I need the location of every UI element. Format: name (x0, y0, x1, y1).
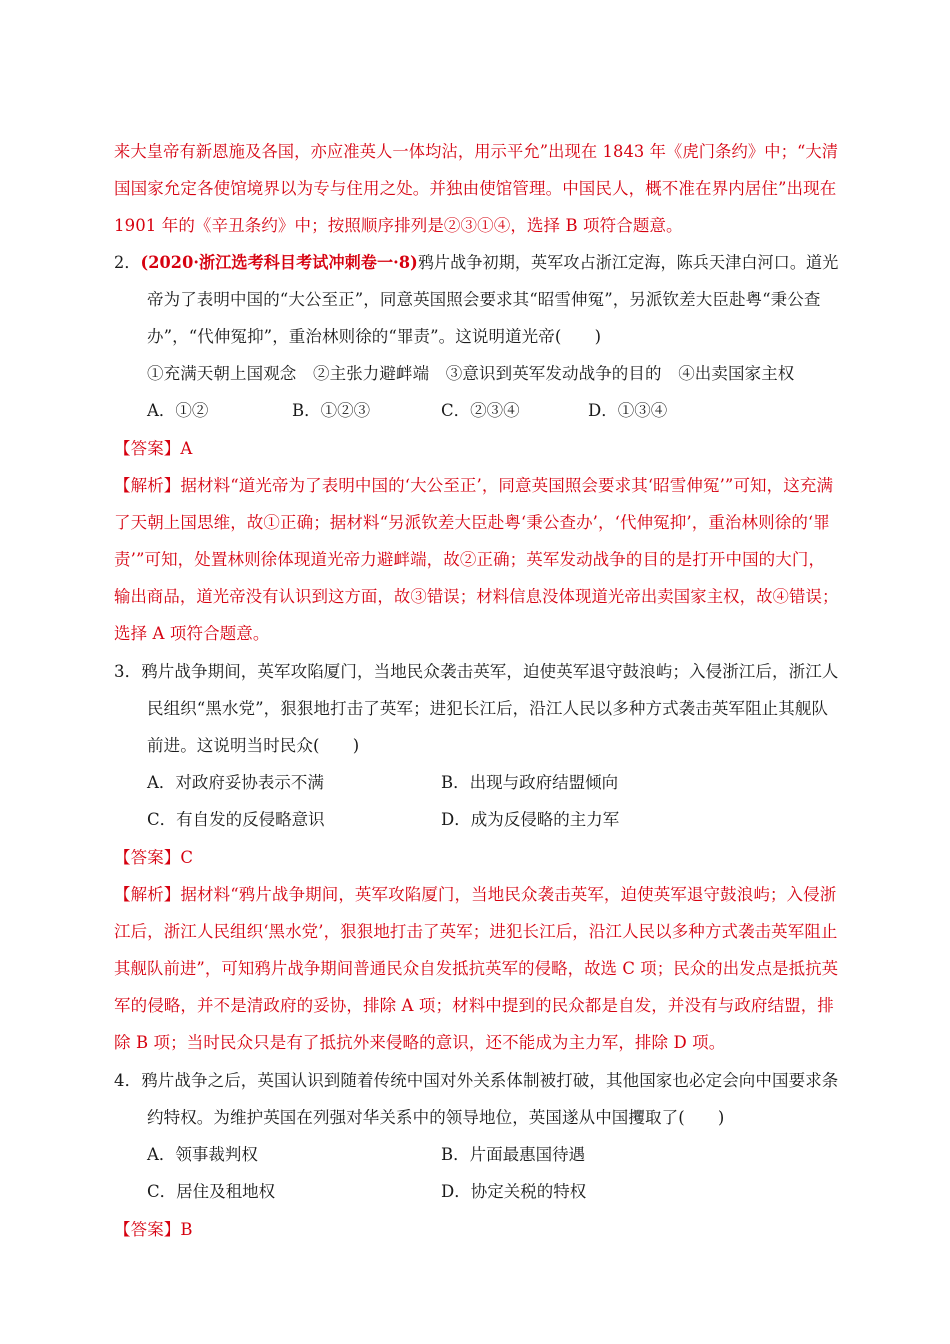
question-2-option-c: C．②③④ (441, 401, 520, 420)
question-2-stem-line: 帝为了表明中国的“大公至正”，同意英国照会要求其“昭雪伸冤”，另派钦差大臣赴粤“秉公查 (147, 290, 821, 309)
question-3-explanation-line: 其舰队前进”，可知鸦片战争期间普通民众自发抵抗英军的侵略，故选 C 项；民众的出发点是抵抗英 (114, 959, 839, 978)
question-4-option-a: A．领事裁判权 (147, 1145, 258, 1164)
question-3-option-b: B．出现与政府结盟倾向 (441, 773, 619, 792)
question-3-explanation-line: 军的侵略，并不是清政府的妥协，排除 A 项；材料中提到的民众都是自发，并没有与政府结盟，排 (114, 996, 834, 1015)
question-2-explanation-line: 责’”可知，处置林则徐体现道光帝力避衅端，故②正确；英军发动战争的目的是打开中国的大门， (114, 550, 826, 569)
question-4-option-b: B．片面最惠国待遇 (441, 1145, 586, 1164)
question-3-explanation-line: 除 B 项；当时民众只是有了抵抗外来侵略的意识，还不能成为主力军，排除 D 项。 (114, 1033, 726, 1052)
question-3-explanation-line: 江后，浙江人民组织‘黑水党’，狠狠地打击了英军；进犯长江后，沿江人民以多种方式袭击英军阻止 (114, 922, 838, 941)
question-3-answer: 【答案】C (114, 848, 194, 867)
question-4-option-c: C．居住及租地权 (147, 1182, 276, 1201)
question-3-stem-line: 3．鸦片战争期间，英军攻陷厦门，当地民众袭击英军，迫使英军退守鼓浪屿；入侵浙江后，浙江人 (114, 662, 839, 681)
question-3-stem-line: 民组织“黑水党”，狠狠地打击了英军；进犯长江后，沿江人民以多种方式袭击英军阻止其舰队 (147, 699, 829, 718)
question-3-option-d: D．成为反侵略的主力军 (441, 810, 620, 829)
question-2-explanation-line: 【解析】据材料“道光帝为了表明中国的‘大公至正’，同意英国照会要求其‘昭雪伸冤’”可知，这充满 (114, 476, 834, 495)
question-2-statements: ①充满天朝上国观念 ②主张力避衅端 ③意识到英军发动战争的目的 ④出卖国家主权 (147, 364, 795, 383)
question-2-explanation-line: 了天朝上国思维，故①正确；据材料“另派钦差大臣赴粤‘秉公查办’，‘代伸冤抑’，重治林则徐的‘罪 (114, 513, 830, 532)
prev-explanation-line: 国国家允定各使馆境界以为专与住用之处。并独由使馆管理。中国民人，概不准在界内居住”出现在 (114, 179, 837, 198)
question-3-option-a: A．对政府妥协表示不满 (147, 773, 324, 792)
question-3-option-c: C．有自发的反侵略意识 (147, 810, 325, 829)
question-4-stem-line: 4．鸦片战争之后，英国认识到随着传统中国对外关系体制被打破，其他国家也必定会向中国要求条 (114, 1071, 839, 1090)
question-4-answer: 【答案】B (114, 1220, 193, 1239)
question-3-explanation-line: 【解析】据材料“鸦片战争期间，英军攻陷厦门，当地民众袭击英军，迫使英军退守鼓浪屿；入侵浙 (114, 885, 837, 904)
prev-explanation-line: 1901 年的《辛丑条约》中；按照顺序排列是②③①④，选择 B 项符合题意。 (114, 216, 683, 235)
question-2-answer: 【答案】A (114, 439, 193, 458)
question-2-option-a: A．①② (147, 401, 209, 420)
question-4-stem-line: 约特权。为维护英国在列强对华关系中的领导地位，英国遂从中国攫取了( ) (147, 1108, 725, 1127)
question-2-option-b: B．①②③ (292, 401, 371, 420)
question-2-explanation-line: 输出商品，道光帝没有认识到这方面，故③错误；材料信息没体现道光帝出卖国家主权，故④错误； (114, 587, 839, 606)
question-2-explanation-line: 选择 A 项符合题意。 (114, 624, 270, 643)
question-4-option-d: D．协定关税的特权 (441, 1182, 587, 1201)
question-3-stem-line: 前进。这说明当时民众( ) (147, 736, 360, 755)
question-2-stem-line: 办”，“代伸冤抑”，重治林则徐的“罪责”。这说明道光帝( ) (147, 327, 602, 346)
question-2-first-line (114, 253, 838, 273)
question-2-option-d: D．①③④ (588, 401, 668, 420)
question-2-source: (2020·浙江选考科目考试冲刺卷一·8) (140, 253, 418, 272)
prev-explanation-line: 来大皇帝有新恩施及各国，亦应准英人一体均沾，用示平允”出现在 1843 年《虎门条约》中；“大清 (114, 142, 839, 161)
question-2-number: 2． (114, 253, 141, 272)
question-2-stem-first: 鸦片战争初期，英军攻占浙江定海，陈兵天津白河口。道光 (417, 253, 839, 272)
